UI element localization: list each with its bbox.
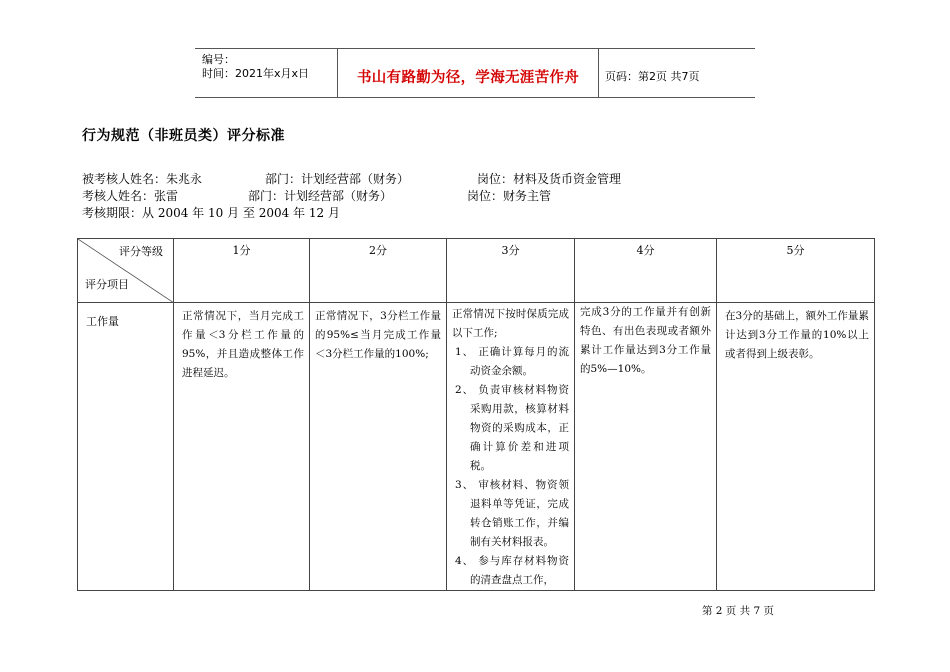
score-4-cell [575,303,717,591]
doc-code-label: 编号： [202,53,235,66]
corner-level-label: 评分等级 [119,245,163,258]
page-header [195,48,755,98]
header-motto-cell [338,49,599,97]
score-2-text: 正常情况下，3分栏工作量的95%≤当月完成工作量＜3分栏工作量的100%; [315,310,441,360]
score-3-item: 1、 正确计算每月的流动资金余额。 [455,346,569,377]
page-footer: 第 2 页 共 7 页 [701,605,774,617]
scoring-table [77,238,875,591]
row-item-cell [78,303,174,591]
score-4-text: 完成3分的工作量并有创新特色、有出色表现或者额外累计工作量达到3分工作量的5%—10%。 [580,306,711,375]
header-meta-cell [195,49,338,97]
assessee-position: 岗位：材料及货币资金管理 [477,172,622,186]
table-row [78,303,875,591]
level-header-1: 1分 [174,239,310,303]
score-1-text: 正常情况下，当月完成工作量＜3分栏工作量的95%，并且造成整体工作进程延迟。 [182,310,304,379]
assessor-position: 岗位：财务主管 [467,189,552,203]
header-page-number: 页码：第2页 共7页 [605,70,700,83]
assessee-name: 被考核人姓名：朱兆永 [82,172,203,186]
score-5-cell [717,303,875,591]
header-motto: 书山有路勤为径，学海无涯苦作舟 [357,70,579,86]
corner-item-label: 评分项目 [85,278,129,291]
row-item-label: 工作量 [86,315,119,328]
doc-time-label: 时间：2021年x月x日 [202,67,310,80]
level-header-5: 5分 [717,239,875,303]
document-title: 行为规范（非班员类）评分标准 [82,128,285,144]
table-header-row [78,239,875,303]
assessor-department: 部门：计划经营部（财务） [248,189,393,203]
score-3-item: 2、 负责审核材料物资采购用款，核算材料物资的采购成本，正确计算价差和进项税。 [455,384,569,472]
corner-header-cell [78,239,174,303]
score-2-cell [310,303,447,591]
assessee-department: 部门：计划经营部（财务） [265,172,410,186]
level-header-2: 2分 [310,239,447,303]
score-3-item: 4、 参与库存材料物资的清查盘点工作， [455,555,569,586]
score-1-cell [174,303,310,591]
score-3-item: 3、 审核材料、物资领退料单等凭证，完成转仓销账工作，并编制有关材料报表。 [455,479,569,548]
level-header-3: 3分 [447,239,575,303]
score-3-cell [447,303,575,591]
score-5-text: 在3分的基础上，额外工作量累计达到3分工作量的10%以上或者得到上级表彰。 [725,310,869,360]
level-header-4: 4分 [575,239,717,303]
header-page-cell [599,49,755,97]
score-3-intro: 正常情况下按时保质完成以下工作; [452,308,569,339]
assessment-period: 考核期限：从 2004 年 10 月 至 2004 年 12 月 [82,206,340,220]
assessor-name: 考核人姓名：张雷 [82,189,179,203]
